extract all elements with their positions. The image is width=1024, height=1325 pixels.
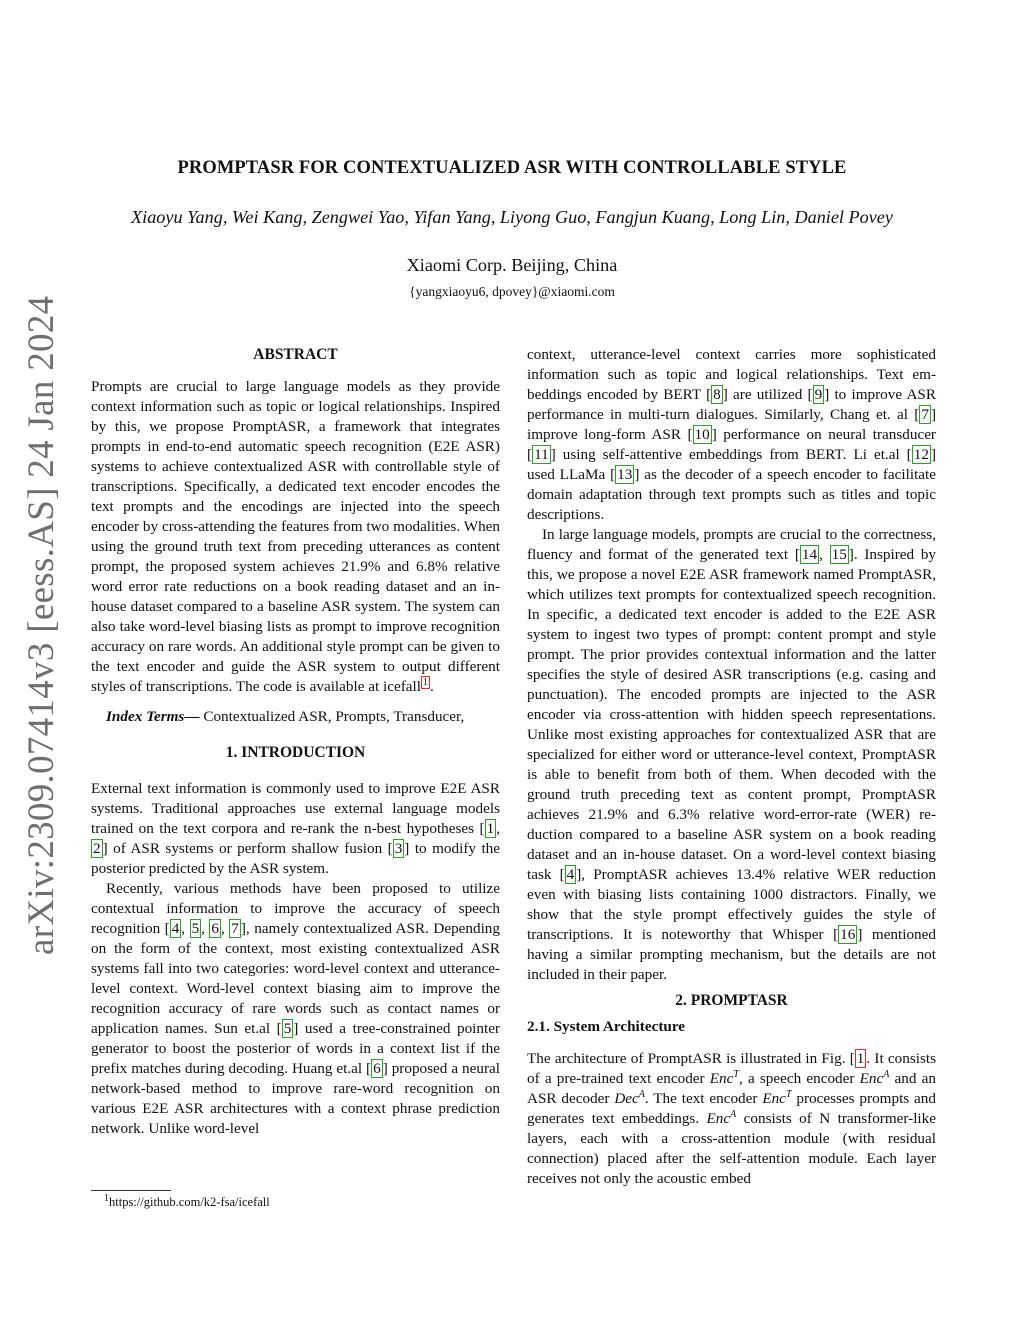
- citation-link[interactable]: 4: [171, 920, 180, 937]
- math-symbol: Enc: [762, 1090, 786, 1107]
- text-span: ] used LLaMa [: [527, 446, 936, 483]
- section-2-heading: 2. PROMPTASR: [675, 992, 788, 1009]
- text-span: Recently, various methods have been proposed to utilize contextual information to improve the accuracy of speech recognition [: [91, 880, 500, 937]
- text-span: ] improve long-form ASR [: [527, 406, 936, 443]
- text-span: ]. Inspired by this, we propose a novel E2E ASR framework named PromptASR, which utilizes text prompts for contextualized speech recognition. In specific, a dedicated text encoder is added to the E2E ASR system to ingest two types of prompt: content prompt and style prompt. The prior provides contextual information and the latter specifies the style of desired ASR transcriptions (e.g. casing and punctuation). The encoded prompts are injected to the ASR encoder via cross-attention with hidden speech representations. Unlike most existing approaches for contextualized ASR that are specialized for either word or utterance-level context, PromptASR is able to benefit from both of them. When decoded with the ground truth preceding text as content prompt, PromptASR achieves 21.9% and 6.3% relative word-error-rate (WER) reduction compared to a baseline ASR system on a book reading dataset and an in-house dataset. On a word-level context biasing task [: [527, 546, 937, 883]
- intro-heading: 1. INTRODUCTION: [225, 744, 366, 761]
- citation-link[interactable]: 13: [617, 466, 633, 483]
- text-span: ,: [201, 920, 210, 937]
- text-span: ] to improve ASR performance in multi-turn dialogues. Similarly, Chang et. al [: [527, 386, 937, 423]
- citation-link[interactable]: 14: [801, 546, 818, 563]
- math-symbol: Enc: [859, 1070, 884, 1087]
- text-span: ], PromptASR achieves 13.4% relative WER reduction even with biasing lists containing 1000 distractors. Finally, we show that the style prompt effectively guides the style of transcriptions. It is noteworthy that Whisper [: [527, 866, 936, 943]
- text-span: , a speech encoder: [738, 1070, 860, 1087]
- citation-link[interactable]: 4: [566, 866, 575, 883]
- affiliation: Xiaomi Corp. Beijing, China: [406, 255, 618, 275]
- citation-link[interactable]: 7: [231, 920, 239, 937]
- text-span: ] using self-attentive embeddings from BERT. Li et.al [: [550, 446, 912, 463]
- figure-link[interactable]: 1: [856, 1050, 865, 1067]
- citation-link[interactable]: 6: [373, 1060, 381, 1077]
- math-superscript: A: [638, 1088, 645, 1100]
- arxiv-sidebar-stamp: arXiv:2309.07414v3 [eess.AS] 24 Jan 2024: [21, 295, 62, 955]
- index-terms-list: Contextualized ASR, Prompts, Transducer,: [199, 708, 465, 725]
- text-span: ,: [221, 920, 230, 937]
- footnote-divider: [91, 1190, 171, 1191]
- text-span: . It consists of a pre-trained text encoder: [527, 1050, 936, 1087]
- math-superscript: T: [785, 1088, 792, 1100]
- citation-link[interactable]: 7: [921, 406, 929, 423]
- left-column: [91, 345, 500, 1139]
- subsection-2-1-heading: 2.1. System Architecture: [527, 1018, 686, 1035]
- contact-email: {yangxiaoyu6, dpovey}@xiaomi.com: [409, 284, 615, 299]
- context-paragraph: [527, 345, 936, 525]
- author-list: Xiaoyu Yang, Wei Kang, Zengwei Yao, Yifan Yang, Liyong Guo, Fangjun Kuang, Long Lin, Daniel Povey: [131, 207, 893, 227]
- text-span: ] of ASR systems or perform shallow fusion [: [102, 840, 393, 857]
- citation-link[interactable]: 5: [283, 1020, 292, 1037]
- text-span: ] to modify the posterior predicted by the ASR system.: [91, 840, 500, 877]
- citation-link[interactable]: 1: [486, 820, 495, 837]
- citation-link[interactable]: 8: [713, 386, 721, 403]
- text-span: ], namely contextualized ASR. Depending on the form of the context, most existing contextualized ASR systems fall into two categories: word-level context and utterance-level context. Word-level context biasing aim to improve the recognition accuracy of rare words such as contact names or application names. Sun et.al [: [91, 920, 500, 1037]
- abstract-heading: ABSTRACT: [253, 346, 338, 363]
- right-column: [527, 345, 936, 1189]
- text-span: processes prompts and generates text embeddings.: [527, 1090, 936, 1127]
- text-span: . The text encoder: [644, 1090, 763, 1107]
- citation-link[interactable]: 2: [93, 840, 101, 857]
- text-span: The architecture of PromptASR is illustrated in Fig. [: [527, 1050, 855, 1067]
- citation-link[interactable]: 15: [831, 546, 847, 563]
- text-span: External text information is commonly used to improve E2E ASR systems. Traditional approaches use external language models trained on the text corpora and re-rank the n-best hypotheses [: [91, 780, 500, 837]
- abstract-text: [91, 377, 500, 697]
- citation-link[interactable]: 10: [694, 426, 710, 443]
- prompt-paragraph: [527, 525, 936, 985]
- footnote-url[interactable]: https://github.com/k2-fsa/icefall: [109, 1195, 270, 1209]
- text-span: ] used a tree-constrained pointer generator to boost the posterior of words in a context list if the prefix matches during decoding. Huang et.al [: [91, 1020, 500, 1077]
- text-span: context, utterance-level context carries more sophisticated information such as topic and logical relationships. Text embeddings encoded by BERT [: [527, 346, 936, 403]
- text-span: ] mentioned having a similar prompting mechanism, but the details are not included in their paper.: [527, 926, 936, 983]
- text-span: ,: [819, 546, 830, 563]
- footnote-mark: 1: [104, 1192, 109, 1204]
- math-superscript: A: [883, 1068, 890, 1080]
- intro-paragraph-2: [91, 879, 500, 1139]
- text-span: consists of N transformer-like layers, each with a cross-attention module (with residual connection) placed after the self-attention module. Each layer receives not only the acoustic embed: [527, 1110, 936, 1187]
- citation-link[interactable]: 16: [840, 926, 856, 943]
- text-span: ] as the decoder of a speech encoder to facilitate domain adaptation through text prompts such as titles and topic descriptions.: [527, 466, 936, 523]
- citation-link[interactable]: 9: [814, 386, 823, 403]
- footnote-link[interactable]: 1: [422, 676, 428, 688]
- text-span: In large language models, prompts are crucial to the correctness, fluency and format of the generated text [: [527, 526, 936, 563]
- intro-paragraph-1: [91, 779, 500, 879]
- index-terms: [91, 707, 500, 727]
- text-span: and an ASR decoder: [527, 1070, 937, 1107]
- citation-link[interactable]: 3: [394, 840, 403, 857]
- index-terms-label: Index Terms—: [106, 708, 200, 725]
- text-span: ,: [181, 920, 190, 937]
- architecture-paragraph: [527, 1049, 936, 1189]
- math-symbol: Enc: [709, 1070, 734, 1087]
- citation-link[interactable]: 12: [913, 446, 929, 463]
- text-span: ] performance on neural transducer [: [527, 426, 936, 463]
- math-superscript: T: [733, 1068, 739, 1080]
- math-symbol: Enc: [706, 1110, 731, 1127]
- paper-title: PROMPTASR FOR CONTEXTUALIZED ASR WITH CONTROLLABLE STYLE: [177, 158, 847, 178]
- text-span: ] are utilized [: [722, 386, 813, 403]
- math-superscript: A: [730, 1108, 737, 1120]
- footnote: [104, 1194, 270, 1210]
- text-span: ] proposed a neural network-based method to improve rare-word recognition on various E2E ASR architectures with a context phrase prediction network. Unlike word-level: [91, 1060, 500, 1137]
- citation-link[interactable]: 6: [211, 920, 220, 937]
- citation-link[interactable]: 11: [534, 446, 549, 463]
- text-span: ,: [496, 820, 500, 837]
- abstract-end: .: [429, 678, 434, 695]
- citation-link[interactable]: 5: [191, 920, 200, 937]
- math-symbol: Dec: [614, 1090, 639, 1107]
- abstract-body: Prompts are crucial to large language models as they provide context information such as topic or logical relationships. Inspired by this, we propose PromptASR, a framework that integrates prompts in end-to-end automatic speech recognition (E2E ASR) systems to achieve contextualized ASR with controllable style of transcriptions. Specifically, a dedicated text encoder encodes the text prompts and the encodings are injected into the speech encoder by cross-attending the features from two modalities. When using the ground truth text from preceding utterances as content prompt, the proposed system achieves 21.9% and 6.8% relative word error rate reductions on a book reading dataset and an in-house dataset compared to a baseline ASR system. The system can also take word-level biasing lists as prompt to improve recognition accuracy on rare words. An additional style prompt can be given to the text encoder and guide the ASR system to output different styles of transcriptions. The code is available at icefall: [91, 378, 500, 695]
